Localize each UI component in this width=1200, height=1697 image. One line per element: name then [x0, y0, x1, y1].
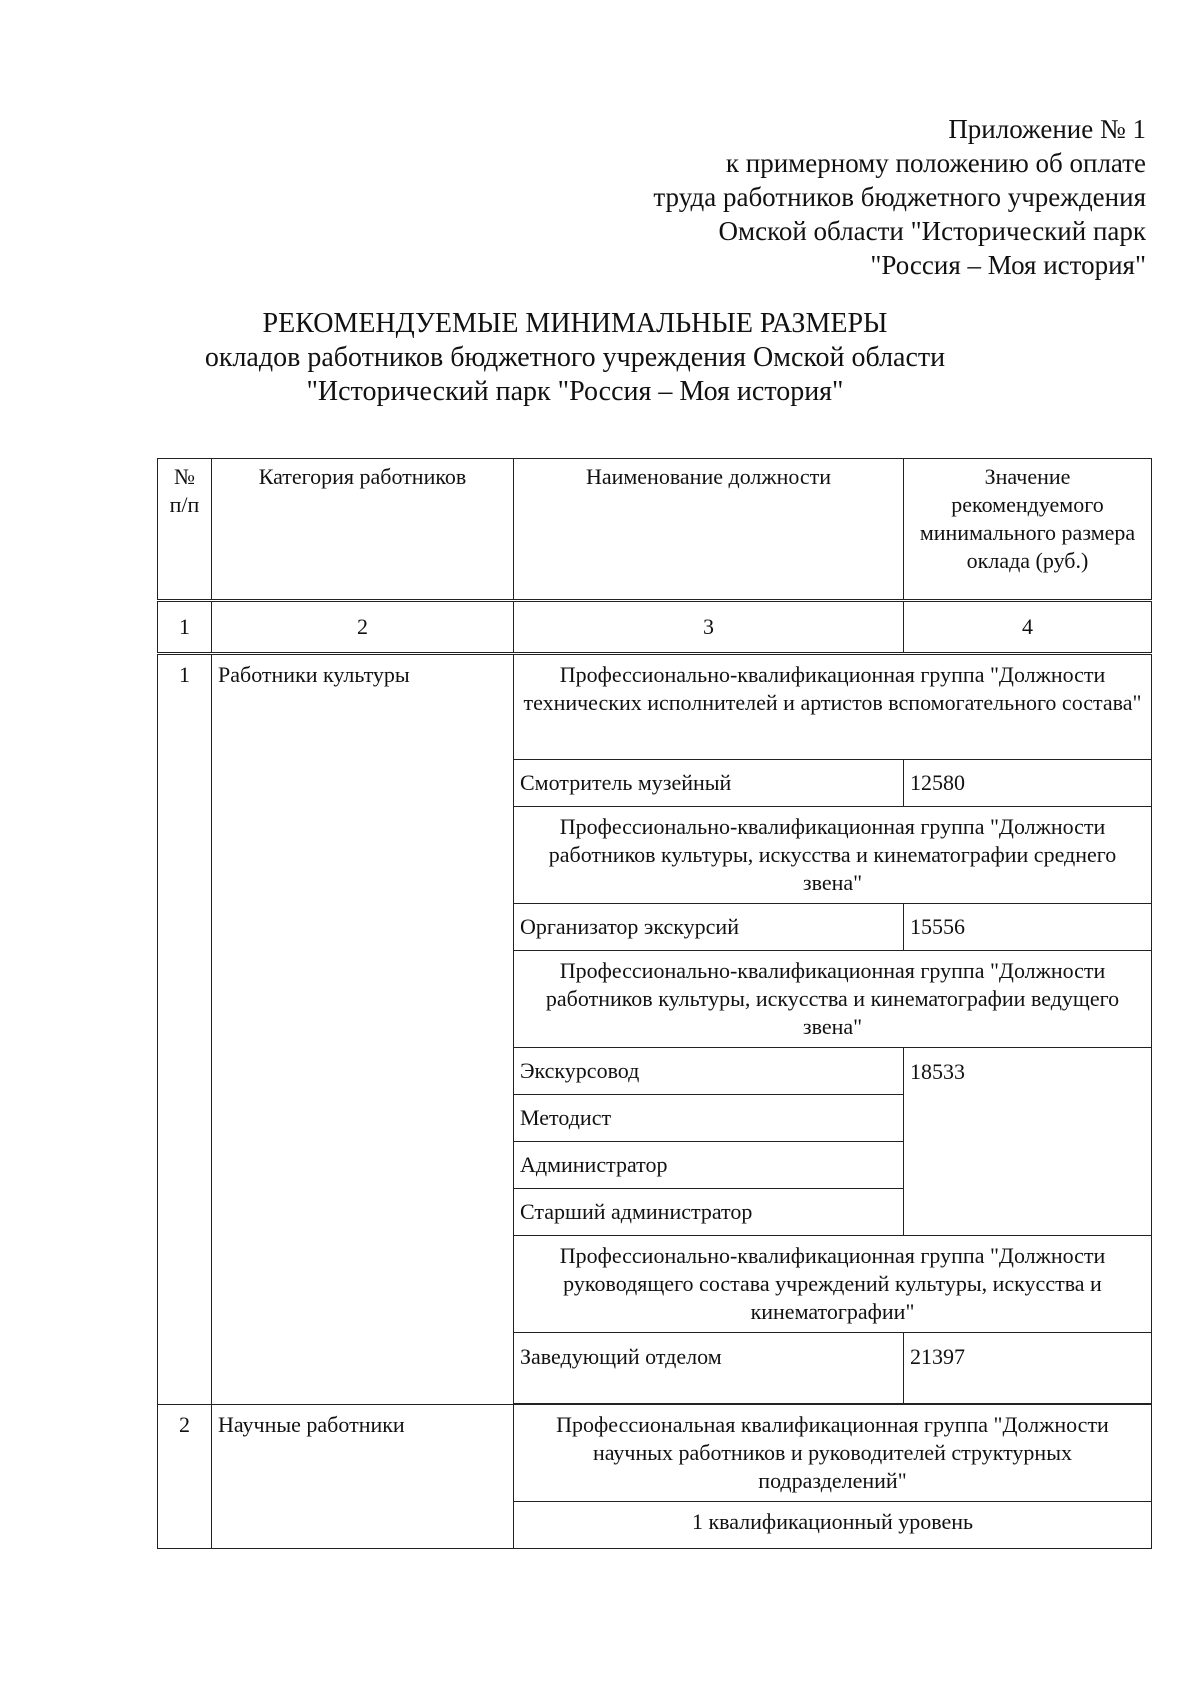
- salary-value: 18533: [904, 1048, 1152, 1236]
- position-name: Экскурсовод: [514, 1048, 904, 1095]
- title-line: окладов работников бюджетного учреждения Омской области: [204, 342, 946, 373]
- section-num: 1: [158, 654, 212, 1405]
- index-cell: 3: [514, 601, 904, 654]
- appendix-header: [653, 112, 1146, 282]
- index-cell: 4: [904, 601, 1152, 654]
- group-title: Профессионально-квалификационная группа "Должности работников культуры, искусства и кинематографии ведущего звена": [514, 951, 1152, 1048]
- header-value: Значение рекомендуемого минимального размера оклада (руб.): [904, 459, 1152, 601]
- header-category: Категория работников: [212, 459, 514, 601]
- table-row: [158, 1405, 1152, 1502]
- salary-table: [157, 458, 1152, 1549]
- position-name: Администратор: [514, 1142, 904, 1189]
- qualification-level: 1 квалификационный уровень: [514, 1502, 1152, 1549]
- position-name: Методист: [514, 1095, 904, 1142]
- section-category: Научные работники: [212, 1405, 514, 1549]
- group-title: Профессионально-квалификационная группа "Должности технических исполнителей и артистов вспомогательного состава": [514, 654, 1152, 760]
- title-line: "Исторический парк "Россия – Моя история": [306, 376, 844, 407]
- position-name: Заведующий отделом: [514, 1333, 904, 1404]
- group-title: Профессиональная квалификационная группа "Должности научных работников и руководителей структурных подразделений": [514, 1405, 1152, 1502]
- header-num: № п/п: [158, 459, 212, 601]
- salary-value: 15556: [904, 904, 1152, 951]
- appendix-line: труда работников бюджетного учреждения: [653, 182, 1146, 212]
- salary-value: 21397: [904, 1333, 1152, 1404]
- index-cell: 1: [158, 601, 212, 654]
- appendix-line: Приложение № 1: [948, 114, 1146, 144]
- header-position: Наименование должности: [514, 459, 904, 601]
- table-row: [158, 654, 1152, 760]
- salary-value: 12580: [904, 760, 1152, 807]
- position-name: Смотритель музейный: [514, 760, 904, 807]
- appendix-line: "Россия – Моя история": [870, 250, 1146, 280]
- section-category: Работники культуры: [212, 654, 514, 1405]
- group-title: Профессионально-квалификационная группа "Должности руководящего состава учреждений культуры, искусства и кинематографии": [514, 1236, 1152, 1333]
- title-line: РЕКОМЕНДУЕМЫЕ МИНИМАЛЬНЫЕ РАЗМЕРЫ: [262, 308, 888, 339]
- index-cell: 2: [212, 601, 514, 654]
- section-num: 2: [158, 1405, 212, 1549]
- group-title: Профессионально-квалификационная группа "Должности работников культуры, искусства и кинематографии среднего звена": [514, 807, 1152, 904]
- appendix-line: Омской области "Исторический парк: [718, 216, 1146, 246]
- table-header-row: [158, 459, 1152, 601]
- document-title: [148, 307, 1002, 409]
- position-name: Старший администратор: [514, 1189, 904, 1236]
- position-name: Организатор экскурсий: [514, 904, 904, 951]
- appendix-line: к примерному положению об оплате: [725, 148, 1146, 178]
- column-index-row: [158, 601, 1152, 654]
